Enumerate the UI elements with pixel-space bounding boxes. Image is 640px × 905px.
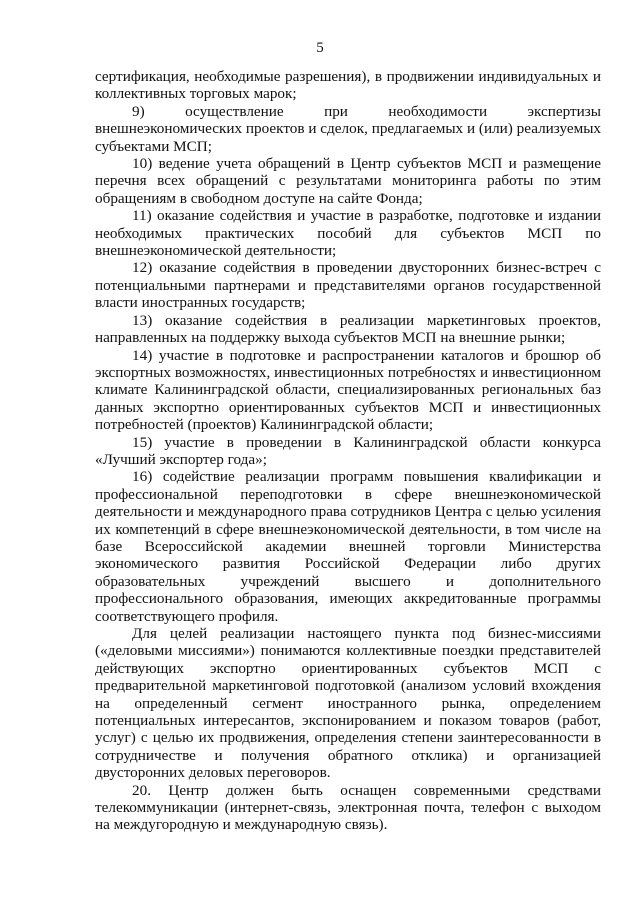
page-number: 5 bbox=[316, 40, 324, 56]
list-item-16: 16) содействие реализации программ повышения квалификации и профессиональной переподготовки в сфере внешнеэкономической деятельности и международного права сотрудников Центра с целью усиления их компетенций в сфере внешнеэкономической деятельности, в том числе на базе Всероссийской академии внешней торговли Министерства экономического развития Российской Федерации либо других образовательных учреждений высшего и дополнительного профессионального образования, имеющих аккредитованные программы соответствующего профиля. bbox=[95, 468, 601, 625]
document-body bbox=[95, 68, 601, 834]
list-item-15: 15) участие в проведении в Калининградской области конкурса «Лучший экспортер года»; bbox=[95, 433, 601, 468]
list-item-12: 12) оказание содействия в проведении двусторонних бизнес-встреч с потенциальными партнерами и представителями органов государственной власти иностранных государств; bbox=[95, 259, 601, 312]
business-missions-definition: Для целей реализации настоящего пункта под бизнес-миссиями («деловыми миссиями») понимаются коллективные поездки представителей действующих экспортно ориентированных субъектов МСП с предварительной маркетинговой подготовкой (анализом условий вхождения на определенный сегмент иностранного рынка, определением потенциальных интересантов, экспонированием и показом товаров (работ, услуг) с целью их продвижения, определения степени заинтересованности в сотрудничестве и получения обратного отклика) и организацией двусторонних деловых переговоров. bbox=[95, 625, 601, 782]
list-item-9: 9) осуществление при необходимости экспертизы внешнеэкономических проектов и сделок, предлагаемых и (или) реализуемых субъектами МСП; bbox=[95, 102, 601, 155]
list-item-13: 13) оказание содействия в реализации маркетинговых проектов, направленных на поддержку выхода субъектов МСП на внешние рынки; bbox=[95, 311, 601, 347]
paragraph-continuation: сертификация, необходимые разрешения), в продвижении индивидуальных и коллективных торговых марок; bbox=[95, 68, 601, 103]
list-item-14: 14) участие в подготовке и распространении каталогов и брошюр об экспортных возможностях, инвестиционных потребностях и инвестиционном климате Калининградской области, специализированных региональных баз данных экспортно ориентированных субъектов МСП и инвестиционных потребностей (проектов) Калининградской области; bbox=[95, 346, 601, 434]
clause-20: 20. Центр должен быть оснащен современными средствами телекоммуникации (интернет-связь, электронная почта, телефон с выходом на междугородную и международную связь). bbox=[95, 781, 601, 834]
list-item-11: 11) оказание содействия и участие в разработке, подготовке и издании необходимых практических пособий для субъектов МСП по внешнеэкономической деятельности; bbox=[95, 207, 601, 260]
list-item-10: 10) ведение учета обращений в Центр субъектов МСП и размещение перечня всех обращений с результатами мониторинга работы по этим обращениям в свободном доступе на сайте Фонда; bbox=[95, 155, 601, 207]
